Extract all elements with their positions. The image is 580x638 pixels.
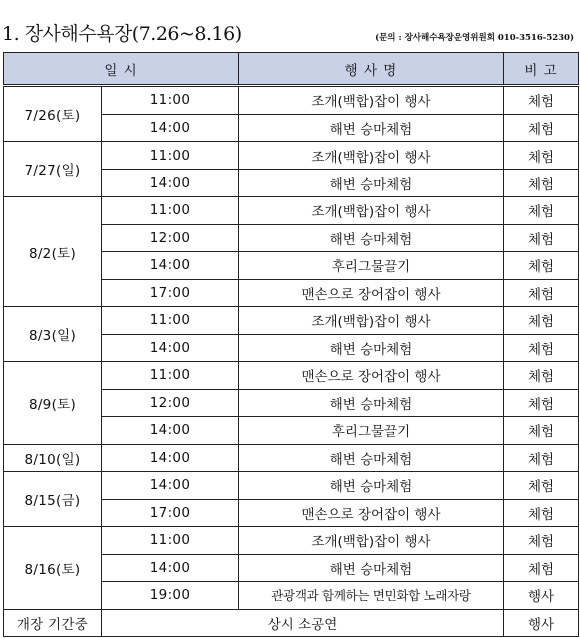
- time-cell: 11:00: [102, 362, 239, 389]
- event-cell: 조개(백합)잡이 행사: [239, 307, 504, 334]
- event-cell: 해변 승마체험: [239, 444, 504, 471]
- time-cell: 14:00: [102, 554, 239, 581]
- date-cell: 8/3(일): [4, 307, 102, 362]
- table-row: [4, 86, 579, 115]
- date-cell: 8/2(토): [4, 197, 102, 307]
- event-cell: 해변 승마체험: [239, 224, 504, 251]
- table-row-footer: [4, 609, 579, 637]
- event-cell: 상시 소공연: [102, 609, 504, 637]
- time-cell: 17:00: [102, 499, 239, 526]
- event-cell: 조개(백합)잡이 행사: [239, 527, 504, 554]
- time-cell: 11:00: [102, 197, 239, 224]
- date-cell: 8/15(금): [4, 472, 102, 527]
- event-cell: 조개(백합)잡이 행사: [239, 197, 504, 224]
- time-cell: 11:00: [102, 527, 239, 554]
- note-cell: 체험: [504, 389, 579, 416]
- event-cell: 해변 승마체험: [239, 169, 504, 196]
- event-cell: 맨손으로 장어잡이 행사: [239, 362, 504, 389]
- event-cell: 후리그물끌기: [239, 417, 504, 444]
- note-cell: 체험: [504, 527, 579, 554]
- event-cell: 관광객과 함께하는 면민화합 노래자랑: [239, 582, 504, 609]
- time-cell: 14:00: [102, 114, 239, 141]
- header-event: 행 사 명: [239, 53, 504, 86]
- time-cell: 14:00: [102, 252, 239, 279]
- time-cell: 14:00: [102, 334, 239, 361]
- note-cell: 체험: [504, 252, 579, 279]
- date-cell: 7/26(토): [4, 86, 102, 142]
- note-cell: 체험: [504, 334, 579, 361]
- note-cell: 체험: [504, 86, 579, 115]
- header-note: 비 고: [504, 53, 579, 86]
- time-cell: 11:00: [102, 307, 239, 334]
- time-cell: 14:00: [102, 472, 239, 499]
- note-cell: 체험: [504, 554, 579, 581]
- page-title: 1. 장사해수욕장(7.26~8.16): [2, 23, 242, 45]
- note-cell: 체험: [504, 362, 579, 389]
- date-cell: 8/10(일): [4, 444, 102, 471]
- table-row: [4, 362, 579, 389]
- note-cell: 체험: [504, 224, 579, 251]
- time-cell: 12:00: [102, 389, 239, 416]
- time-cell: 14:00: [102, 169, 239, 196]
- note-cell: 체험: [504, 114, 579, 141]
- event-cell: 맨손으로 장어잡이 행사: [239, 279, 504, 306]
- event-cell: 해변 승마체험: [239, 389, 504, 416]
- note-cell: 체험: [504, 499, 579, 526]
- time-cell: 17:00: [102, 279, 239, 306]
- contact-info: (문의 : 장사해수욕장운영위원회 010-3516-5230): [375, 32, 574, 43]
- date-cell: 8/9(토): [4, 362, 102, 444]
- note-cell: 행사: [504, 609, 579, 637]
- table-row: [4, 142, 579, 169]
- table-row: [4, 307, 579, 334]
- note-cell: 체험: [504, 169, 579, 196]
- page-heading: [2, 4, 578, 44]
- time-cell: 12:00: [102, 224, 239, 251]
- note-cell: 행사: [504, 582, 579, 609]
- header-row: [4, 53, 579, 86]
- event-cell: 조개(백합)잡이 행사: [239, 142, 504, 169]
- note-cell: 체험: [504, 307, 579, 334]
- time-cell: 11:00: [102, 86, 239, 115]
- date-cell: 8/16(토): [4, 527, 102, 609]
- header-datetime: 일 시: [4, 53, 239, 86]
- event-cell: 조개(백합)잡이 행사: [239, 86, 504, 115]
- time-cell: 14:00: [102, 417, 239, 444]
- table-row: [4, 197, 579, 224]
- event-schedule-table: [3, 52, 579, 637]
- note-cell: 체험: [504, 279, 579, 306]
- time-cell: 11:00: [102, 142, 239, 169]
- note-cell: 체험: [504, 472, 579, 499]
- note-cell: 체험: [504, 417, 579, 444]
- note-cell: 체험: [504, 444, 579, 471]
- event-cell: 후리그물끌기: [239, 252, 504, 279]
- event-cell: 해변 승마체험: [239, 554, 504, 581]
- event-cell: 해변 승마체험: [239, 114, 504, 141]
- event-cell: 맨손으로 장어잡이 행사: [239, 499, 504, 526]
- note-cell: 체험: [504, 197, 579, 224]
- table-row: [4, 527, 579, 554]
- note-cell: 체험: [504, 142, 579, 169]
- table-row: [4, 444, 579, 471]
- table-row: [4, 472, 579, 499]
- date-cell: 7/27(일): [4, 142, 102, 197]
- event-cell: 해변 승마체험: [239, 472, 504, 499]
- event-cell: 해변 승마체험: [239, 334, 504, 361]
- schedule-body: [4, 86, 579, 637]
- time-cell: 14:00: [102, 444, 239, 471]
- time-cell: 19:00: [102, 582, 239, 609]
- period-cell: 개장 기간중: [4, 609, 102, 637]
